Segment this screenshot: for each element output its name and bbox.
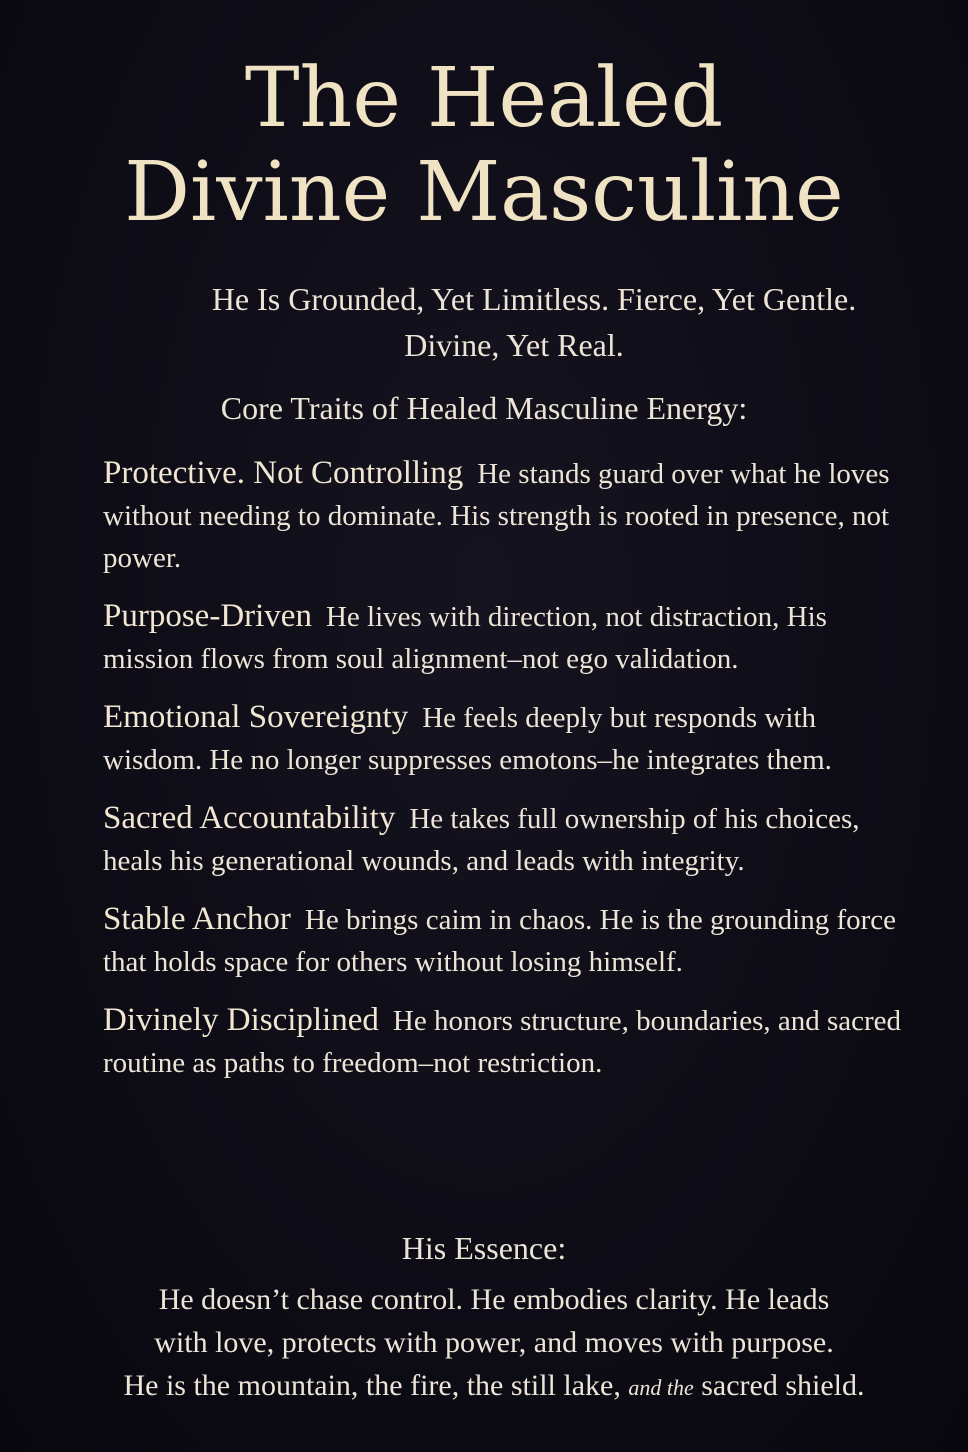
subtitle bbox=[60, 276, 928, 368]
trait-stable-anchor bbox=[103, 898, 903, 983]
trait-name: Protective. Not Controlling bbox=[103, 455, 464, 491]
essence-line-2: with love, protects with power, and moves with purpose. bbox=[154, 1326, 834, 1359]
trait-description: He takes full ownership of his choices, heals his generational wounds, and leads with integrity. bbox=[103, 803, 860, 877]
trait-name: Emotional Sovereignty bbox=[103, 699, 409, 735]
trait-name: Divinely Disciplined bbox=[103, 1002, 379, 1038]
essence-line-1: He doesn’t chase control. He embodies clarity. He leads bbox=[158, 1283, 830, 1316]
trait-name: Stable Anchor bbox=[103, 901, 291, 937]
trait-purpose-driven bbox=[103, 595, 903, 680]
core-traits-heading: Core Traits of Healed Masculine Energy: bbox=[220, 390, 748, 426]
title-line-1: The Healed bbox=[244, 51, 724, 146]
subtitle-line-1: He Is Grounded, Yet Limitless. Fierce, Yet Gentle. bbox=[211, 281, 857, 317]
trait-description: He feels deeply but responds with wisdom. He no longer suppresses emotons–he integrates them. bbox=[103, 702, 832, 776]
essence-text bbox=[60, 1278, 928, 1409]
title-line-2: Divine Masculine bbox=[124, 145, 844, 240]
page-title bbox=[0, 52, 968, 240]
trait-emotional-sovereignty bbox=[103, 696, 903, 781]
trait-sacred-accountability bbox=[103, 797, 903, 882]
trait-divinely-disciplined bbox=[103, 999, 903, 1084]
trait-protective bbox=[103, 452, 903, 579]
trait-description: He brings caim in chaos. He is the grounding force that holds space for others without losing himself. bbox=[103, 904, 897, 978]
trait-name: Sacred Accountability bbox=[103, 800, 396, 836]
traits-list bbox=[103, 452, 903, 1100]
trait-description: He lives with direction, not distraction, His mission flows from soul alignment–not ego validation. bbox=[103, 601, 827, 675]
essence-line-3a: He is the mountain, the fire, the still lake, bbox=[123, 1369, 621, 1402]
trait-name: Purpose-Driven bbox=[103, 598, 312, 634]
subtitle-line-2: Divine, Yet Real. bbox=[404, 327, 624, 363]
essence-line-3b: and the bbox=[628, 1375, 694, 1400]
trait-description: He stands guard over what he loves without needing to dominate. His strength is rooted in presence, not power. bbox=[103, 458, 890, 574]
trait-description: He honors structure, boundaries, and sacred routine as paths to freedom–not restriction. bbox=[103, 1005, 902, 1079]
essence-line-3c: sacred shield. bbox=[701, 1369, 865, 1402]
essence-heading: His Essence: bbox=[401, 1230, 567, 1266]
